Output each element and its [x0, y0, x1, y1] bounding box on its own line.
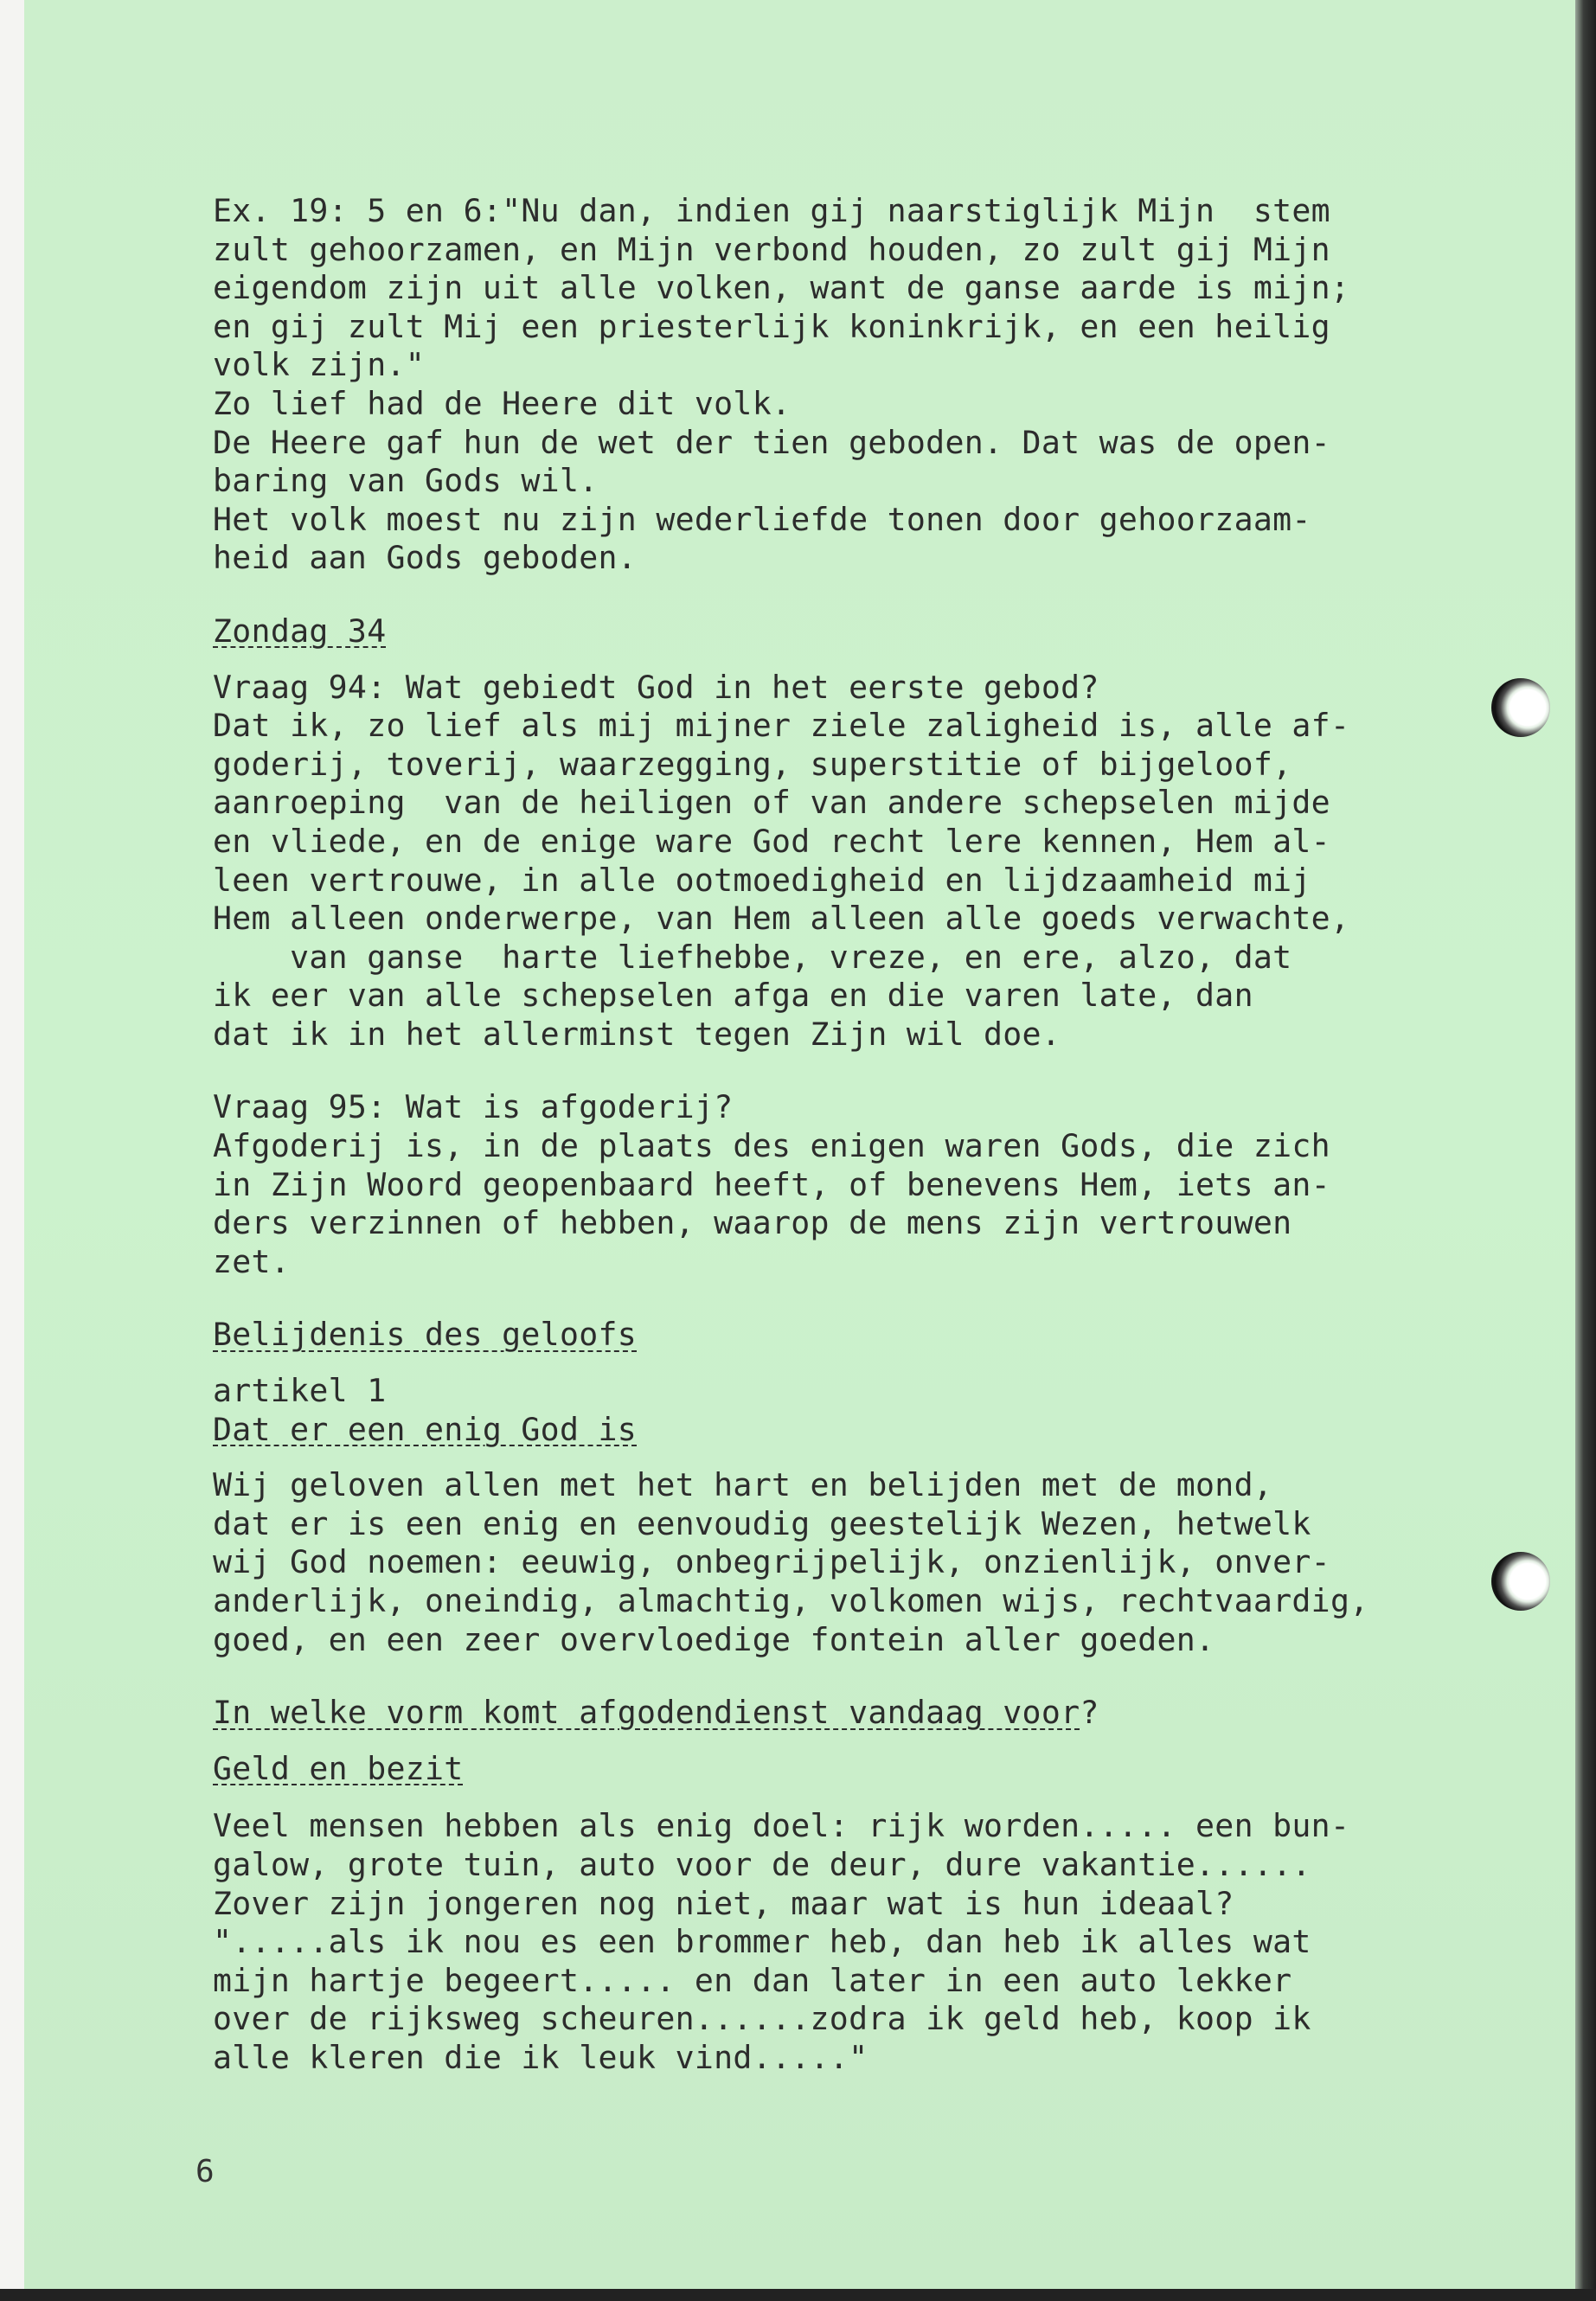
text-line: en gij zult Mij een priesterlijk koninkrijk, en een heilig [213, 307, 1330, 345]
text-line: Ex. 19: 5 en 6:"Nu dan, indien gij naarstiglijk Mijn stem [213, 192, 1330, 229]
text-line: ders verzinnen of hebben, waarop de mens zijn vertrouwen [213, 1204, 1292, 1242]
text-line: Veel mensen hebben als enig doel: rijk worden..... een bun- [213, 1807, 1350, 1845]
artikel-1-text [213, 1466, 1441, 1659]
page-number: 6 [195, 2154, 215, 2189]
scan-edge-right [1575, 0, 1596, 2301]
text-line: zet. [213, 1242, 291, 1280]
text-line: leen vertrouwe, in alle ootmoedigheid en lijdzaamheid mij [213, 861, 1311, 899]
geld-heading: Geld en bezit [213, 1749, 464, 1787]
intro-paragraph [213, 192, 1441, 578]
artikel-label: artikel 1 [213, 1372, 387, 1410]
text-line: heid aan Gods geboden. [213, 539, 638, 577]
geld-paragraph [213, 1807, 1441, 2077]
text-line: dat er is een enig en eenvoudig geestelijk Wezen, hetwelk [213, 1504, 1311, 1542]
question-mark: ? [1080, 1694, 1099, 1732]
text-line: ik eer van alle schepselen afga en die varen late, dan [213, 977, 1253, 1015]
text-line: Dat ik, zo lief als mij mijner ziele zaligheid is, alle af- [213, 707, 1350, 745]
text-line: en vliede, en de enige ware God recht lere kennen, Hem al- [213, 822, 1330, 860]
text-line: eigendom zijn uit alle volken, want de ganse aarde is mijn; [213, 269, 1350, 307]
text-line: Vraag 94: Wat gebiedt God in het eerste gebod? [213, 668, 1099, 706]
artikel-title: Dat er een enig God is [213, 1410, 638, 1448]
text-line: Afgoderij is, in de plaats des enigen waren Gods, die zich [213, 1127, 1330, 1165]
text-line: zult gehoorzamen, en Mijn verbond houden, zo zult gij Mijn [213, 230, 1330, 268]
text-line: De Heere gaf hun de wet der tien geboden. Dat was de open- [213, 423, 1330, 461]
belijdenis-heading: Belijdenis des geloofs [213, 1316, 638, 1354]
scan-edge-left [0, 0, 24, 2301]
text-line: alle kleren die ik leuk vind....." [213, 2038, 869, 2076]
text-line: in Zijn Woord geopenbaard heeft, of benevens Hem, iets an- [213, 1165, 1330, 1203]
text-line: aanroeping van de heiligen of van andere schepselen mijde [213, 784, 1330, 822]
text-line: ".....als ik nou es een brommer heb, dan heb ik alles wat [213, 1923, 1311, 1961]
text-line: van ganse harte liefhebbe, vreze, en ere, alzo, dat [213, 938, 1292, 976]
text-line: goderij, toverij, waarzegging, superstitie of bijgeloof, [213, 745, 1292, 783]
text-line: goed, en een zeer overvloedige fontein aller goeden. [213, 1620, 1215, 1658]
page-content [213, 192, 1441, 2078]
scan-edge-bottom [0, 2289, 1596, 2301]
text-line: Zo lief had de Heere dit volk. [213, 384, 792, 422]
question-heading-line [213, 1694, 1441, 1733]
text-line: baring van Gods wil. [213, 462, 599, 500]
text-line: Hem alleen onderwerpe, van Hem alleen alle goeds verwachte, [213, 900, 1350, 938]
text-line: wij God noemen: eeuwig, onbegrijpelijk, onzienlijk, onver- [213, 1543, 1330, 1581]
text-line: volk zijn." [213, 346, 426, 384]
text-line: mijn hartje begeert..... en dan later in een auto lekker [213, 1961, 1292, 1999]
punch-hole-top [1491, 678, 1550, 737]
text-line: anderlijk, oneindig, almachtig, volkomen wijs, rechtvaardig, [213, 1582, 1369, 1619]
text-line: Vraag 95: Wat is afgoderij? [213, 1088, 734, 1126]
text-line: Zover zijn jongeren nog niet, maar wat is hun ideaal? [213, 1884, 1234, 1922]
text-line: Het volk moest nu zijn wederliefde tonen door gehoorzaam- [213, 500, 1311, 538]
zondag-heading: Zondag 34 [213, 612, 387, 650]
text-line: dat ik in het allerminst tegen Zijn wil doe. [213, 1015, 1061, 1053]
text-line: galow, grote tuin, auto voor de deur, dure vakantie...... [213, 1845, 1311, 1883]
punch-hole-bottom [1491, 1552, 1550, 1611]
vraag-95 [213, 1088, 1441, 1281]
question-heading: In welke vorm komt afgodendienst vandaag voor [213, 1694, 1080, 1732]
text-line: Wij geloven allen met het hart en belijden met de mond, [213, 1466, 1273, 1504]
text-line: over de rijksweg scheuren......zodra ik geld heb, koop ik [213, 2000, 1311, 2038]
vraag-94 [213, 669, 1441, 1054]
